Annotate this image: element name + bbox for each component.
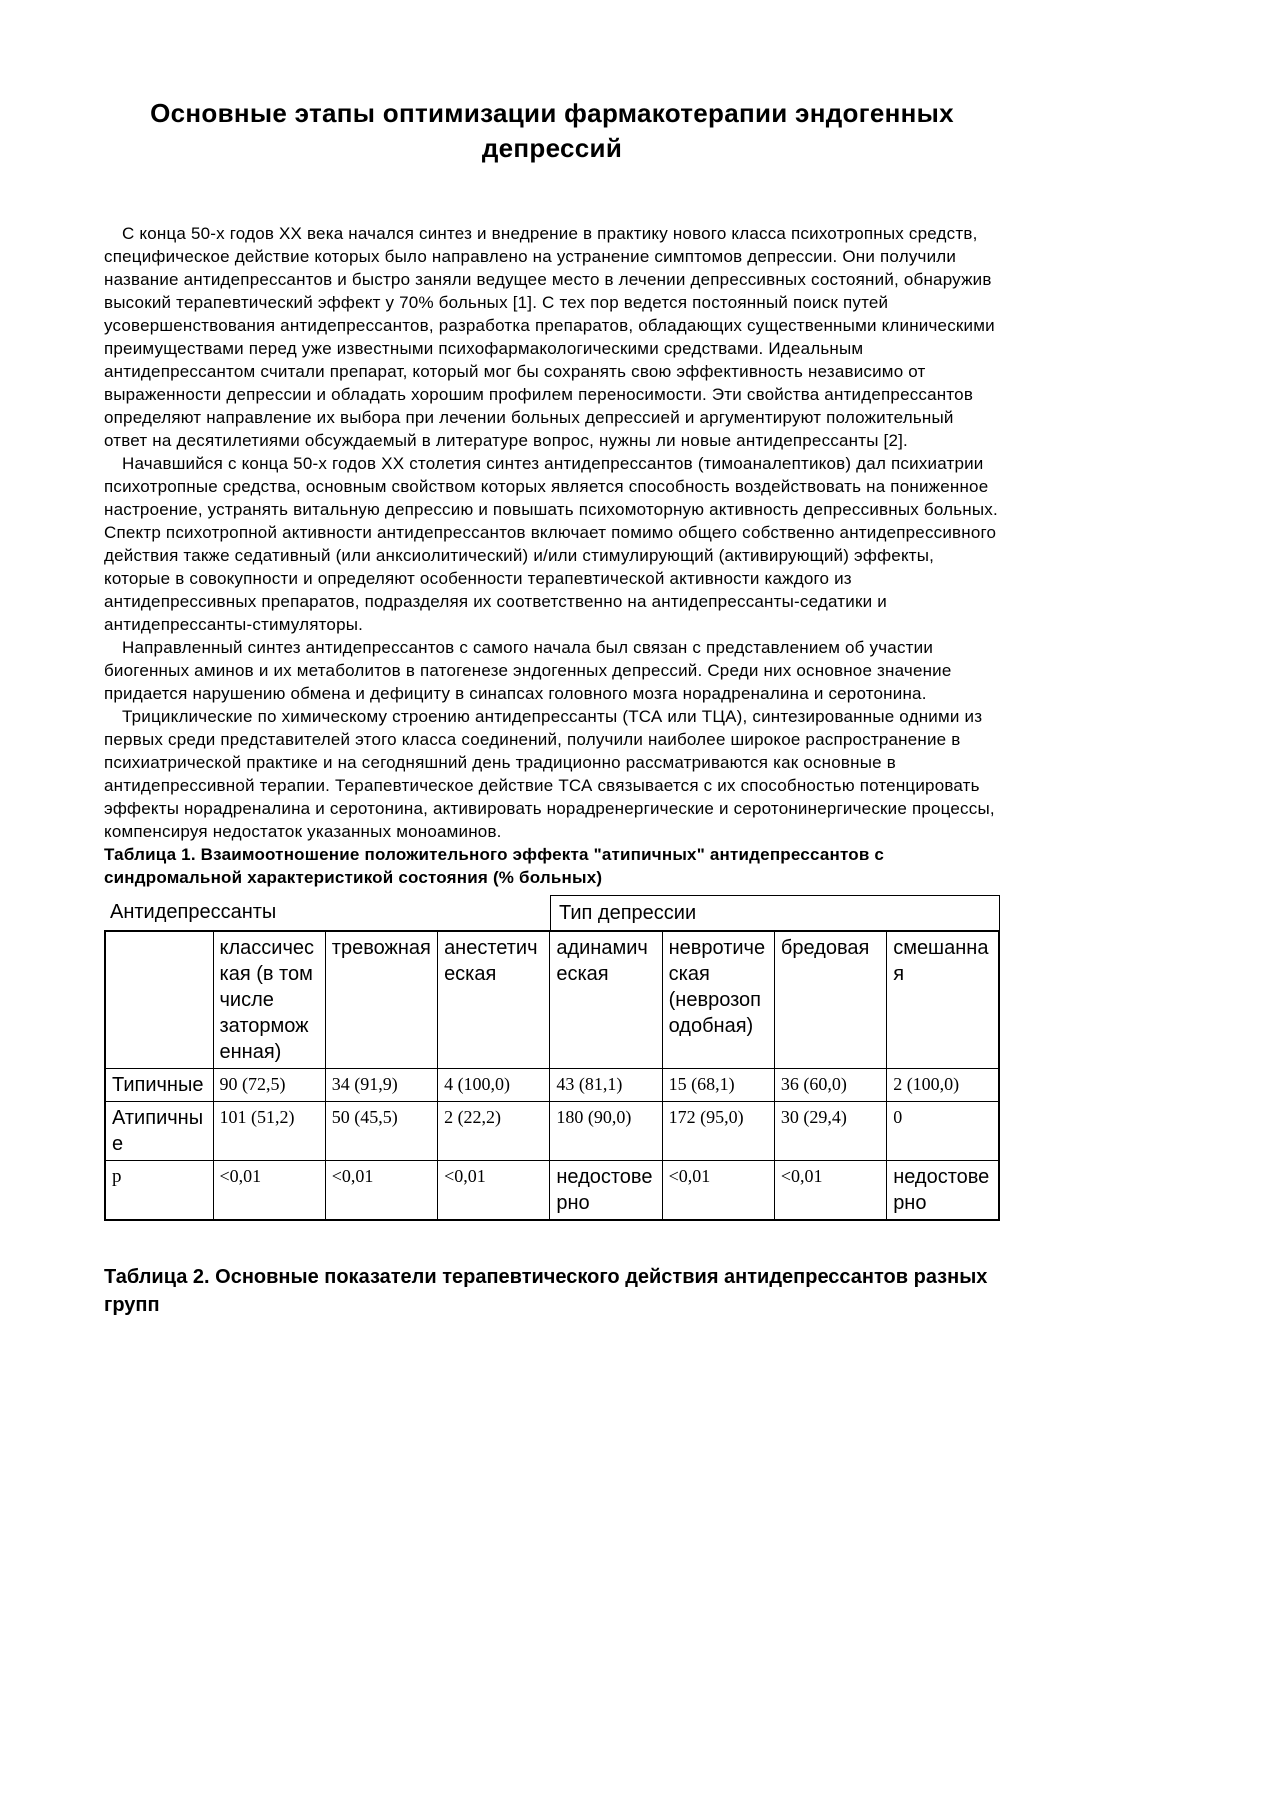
table1-group-row <box>104 895 1000 930</box>
paragraph-2: Начавшийся с конца 50-х годов XX столетия синтез антидепрессантов (тимоаналептиков) дал психиатрии психотропные средства, основным свойством которых является способность воздействовать на пониженное настроение, устранять витальную депрессию и повышать психомоторную активность депрессивных больных. Спектр психотропной активности антидепрессантов включает помимо общего собственно антидепрессивного действия также седативный (или анксиолитический) и/или стимулирующий (активирующий) эффекты, которые в совокупности и определяют особенности терапевтической активности каждого из антидепрессивных препаратов, подразделяя их соответственно на антидепрессанты-седатики и антидепрессанты-стимуляторы. <box>104 454 998 634</box>
table1-cell: 2 (100,0) <box>887 1069 999 1102</box>
table2-caption: Таблица 2. Основные показатели терапевтического действия антидепрессантов разных групп <box>104 1266 988 1316</box>
table1-col-header-neurotic: невротическая (неврозоподобная) <box>662 931 774 1069</box>
table1-cell: 4 (100,0) <box>438 1069 550 1102</box>
table1-col-header-classic: классическая (в том числе заторможенная) <box>213 931 325 1069</box>
paragraph-3: Направленный синтез антидепрессантов с самого начала был связан с представлением об участии биогенных аминов и их метаболитов в патогенезе эндогенных депрессий. Среди них основное значение придается нарушению обмена и дефициту в синапсах головного мозга норадреналина и серотонина. <box>104 638 952 703</box>
table1-row-atypical <box>105 1102 999 1161</box>
table1-cell: 36 (60,0) <box>774 1069 886 1102</box>
table1-caption: Таблица 1. Взаимоотношение положительного эффекта "атипичных" антидепрессантов с синдромальной характеристикой состояния (% больных) <box>104 845 885 887</box>
table1 <box>104 930 1000 1221</box>
table1-col-header-adynamic: адинамическая <box>550 931 662 1069</box>
table1-cell: 2 (22,2) <box>438 1102 550 1161</box>
table1-col-header-anesthetic: анестетическая <box>438 931 550 1069</box>
table1-cell: <0,01 <box>662 1161 774 1221</box>
table1-cell: <0,01 <box>774 1161 886 1221</box>
table1-cell: 34 (91,9) <box>325 1069 437 1102</box>
table1-corner-cell <box>105 931 213 1069</box>
table1-row-p <box>105 1161 999 1221</box>
paragraph-1: С конца 50-х годов XX века начался синтез и внедрение в практику нового класса психотропных средств, специфическое действие которых было направлено на устранение симптомов депрессии. Они получили название антидепрессантов и быстро заняли ведущее место в лечении депрессивных состояний, обнаружив высокий терапевтический эффект у 70% больных [1]. С тех пор ведется постоянный поиск путей усовершенствования антидепрессантов, разработка препаратов, обладающих существенными клиническими преимуществами перед уже известными психофармакологическими средствами. Идеальным антидепрессантом считали препарат, который мог бы сохранять свою эффективность независимо от выраженности депрессии и обладать хорошим профилем переносимости. Эти свойства антидепрессантов определяют направление их выбора при лечении больных депрессией и аргументируют положительный ответ на десятилетиями обсуждаемый в литературе вопрос, нужны ли новые антидепрессанты [2]. <box>104 224 995 450</box>
table1-cell: 101 (51,2) <box>213 1102 325 1161</box>
table1-row-label-p: p <box>105 1161 213 1221</box>
table1-col-header-delusional: бредовая <box>774 931 886 1069</box>
table1-header-row <box>105 931 999 1069</box>
table1-cell: 172 (95,0) <box>662 1102 774 1161</box>
table1-cell: <0,01 <box>438 1161 550 1221</box>
table1-cell: 30 (29,4) <box>774 1102 886 1161</box>
table1-cell: <0,01 <box>325 1161 437 1221</box>
table1-cell: недостоверно <box>550 1161 662 1221</box>
table1-cell: 180 (90,0) <box>550 1102 662 1161</box>
table1-cell: недостоверно <box>887 1161 999 1221</box>
table1-cell: 0 <box>887 1102 999 1161</box>
page-title: Основные этапы оптимизации фармакотерапии эндогенных депрессий <box>150 98 954 163</box>
table1-group-depression-type: Тип депрессии <box>550 895 1000 930</box>
table1-cell: 15 (68,1) <box>662 1069 774 1102</box>
article-body <box>104 222 1000 889</box>
table1-group-antidepressants: Антидепрессанты <box>110 901 277 923</box>
table1-cell: <0,01 <box>213 1161 325 1221</box>
table1-cell: 43 (81,1) <box>550 1069 662 1102</box>
table1-col-header-anxious: тревожная <box>325 931 437 1069</box>
table1-col-header-mixed: смешанная <box>887 931 999 1069</box>
table1-cell: 50 (45,5) <box>325 1102 437 1161</box>
table1-row-label-typical: Типичные <box>105 1069 213 1102</box>
table1-cell: 90 (72,5) <box>213 1069 325 1102</box>
table1-row-label-atypical: Атипичные <box>105 1102 213 1161</box>
paragraph-4: Трициклические по химическому строению антидепрессанты (ТСА или ТЦА), синтезированные одними из первых среди представителей этого класса соединений, получили наиболее широкое распространение в психиатрической практике и на сегодняшний день традиционно рассматриваются как основные в антидепрессивной терапии. Терапевтическое действие ТСА связывается с их способностью потенцировать эффекты норадреналина и серотонина, активировать норадренергические и серотонинергические процессы, компенсируя недостаток указанных моноаминов. <box>104 707 995 841</box>
table1-row-typical <box>105 1069 999 1102</box>
